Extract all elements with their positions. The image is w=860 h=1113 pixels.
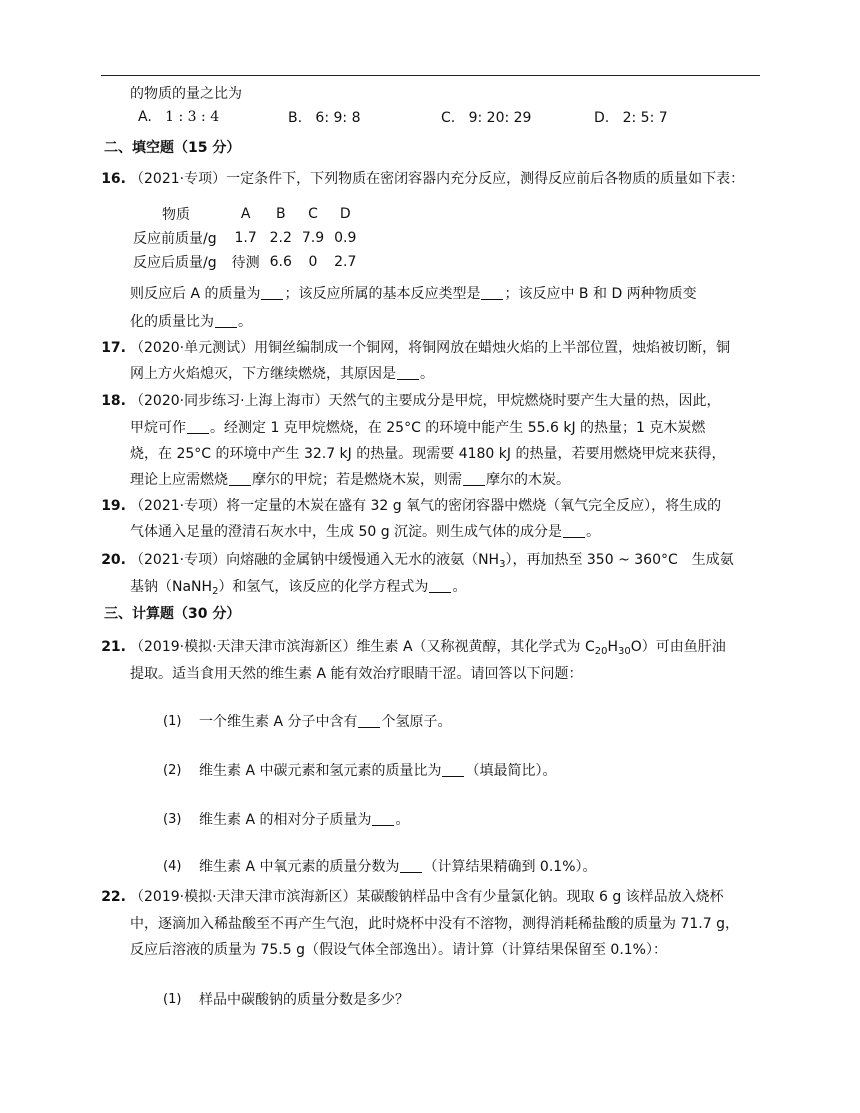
table-cell: 1.7 <box>234 230 257 246</box>
q16-line3 <box>130 312 252 332</box>
q22-stem: （2019·模拟·天津天津市滨海新区）某碳酸钠样品中含有少量氯化钠。现取 6 g 该样品放入烧杯 <box>130 889 724 905</box>
answer-blank[interactable] <box>372 811 394 826</box>
answer-blank[interactable] <box>229 471 251 486</box>
text-span: 网上方火焰熄灭，下方继续燃烧，其原因是 <box>130 366 396 382</box>
q19-stem: （2021·专项）将一定量的木炭在盛有 32 g 氧气的密闭容器中燃烧（氧气完全反应），将生成的 <box>130 498 722 514</box>
q20-stem <box>130 550 734 575</box>
q21-subquestion <box>199 712 451 732</box>
option-d-value: 2: 5: 7 <box>622 110 668 126</box>
text-span: 。 <box>238 314 252 330</box>
subquestion-number: (4) <box>163 859 182 874</box>
table-cell: 6.6 <box>269 254 292 270</box>
text-span: 则反应后 A 的质量为 <box>130 286 261 302</box>
subquestion-number: (1) <box>163 714 182 729</box>
q16-line2 <box>130 284 697 304</box>
option-c[interactable] <box>441 108 531 128</box>
table-header-cell: B <box>275 206 286 222</box>
q21-subquestion <box>199 857 597 877</box>
text-span: H <box>607 639 619 655</box>
text-span: 一个维生素 A 分子中含有 <box>199 714 358 730</box>
table-header-row <box>130 202 361 226</box>
text-span: （2019·模拟·天津天津市滨海新区）维生素 A（又称视黄醇，其化学式为 C <box>130 639 595 655</box>
q17-line2 <box>130 364 434 384</box>
option-b-label: B. <box>288 110 303 126</box>
option-d-label: D. <box>594 110 610 126</box>
table-cell: 2.7 <box>334 254 357 270</box>
q22-line2: 中，逐滴加入稀盐酸至不再产生气泡，此时烧杯中没有不溶物，测得消耗稀盐酸的质量为 71.7 g， <box>130 916 739 932</box>
header-rule <box>101 75 760 76</box>
subquestion-number: (1) <box>163 992 182 1007</box>
text-span: 维生素 A 中氧元素的质量分数为 <box>199 859 400 875</box>
table-cell: 2.2 <box>269 230 292 246</box>
q21-subquestion <box>199 761 556 781</box>
option-b[interactable] <box>288 108 360 128</box>
text-span: 。 <box>420 366 434 382</box>
question-number: 16. <box>101 171 126 187</box>
text-span: 甲烷可作 <box>130 420 186 436</box>
answer-blank[interactable] <box>261 285 283 300</box>
table-cell: 0.9 <box>334 230 357 246</box>
option-a[interactable] <box>138 107 219 127</box>
text-span: 维生素 A 的相对分子质量为 <box>199 812 372 828</box>
question-number: 17. <box>101 340 126 356</box>
subscript: 20 <box>594 646 608 657</box>
subquestion-number: (2) <box>163 763 182 778</box>
table-row <box>130 226 361 250</box>
answer-blank[interactable] <box>442 762 464 777</box>
table-row <box>130 250 361 274</box>
q22-line3: 反应后溶液的质量为 75.5 g（假设气体全部逸出）。请计算（计算结果保留至 0.1%）： <box>130 942 667 958</box>
table-header-cell: 物质 <box>162 207 190 223</box>
text-span: 。经测定 1 克甲烷燃烧，在 25°C 的环境中能产生 55.6 kJ 的热量；1 克木炭燃 <box>210 420 706 436</box>
table-cell: 0 <box>308 254 318 270</box>
text-span: 。 <box>395 812 410 828</box>
subscript: 2 <box>212 586 219 597</box>
text-span: O）可由鱼肝油 <box>630 639 726 655</box>
text-span: 个氢原子。 <box>381 714 452 730</box>
q21-stem <box>130 637 726 662</box>
section-title-fill-in: 二、填空题（15 分） <box>104 140 241 156</box>
q21-subquestion <box>199 810 409 830</box>
answer-blank[interactable] <box>463 471 485 486</box>
answer-blank[interactable] <box>563 523 585 538</box>
option-a-value: 1 : 3 : 4 <box>165 109 220 125</box>
question-number: 22. <box>101 889 126 905</box>
q15-stem-tail: 的物质的量之比为 <box>130 86 242 102</box>
q19-line2 <box>130 522 600 542</box>
subscript: 30 <box>618 646 631 657</box>
q18-line3: 烧，在 25°C 的环境中产生 32.7 kJ 的热量。现需要 4180 kJ 的热量，若要用燃烧甲烷来获得， <box>130 446 726 462</box>
q16-stem: （2021·专项）一定条件下，下列物质在密闭容器内充分反应，测得反应前后各物质的质量如下表： <box>130 171 745 187</box>
q17-stem: （2020·单元测试）用铜丝编制成一个铜网，将铜网放在蜡烛火焰的上半部位置，烛焰被切断，铜 <box>130 340 731 356</box>
option-c-label: C. <box>441 110 456 126</box>
text-span: 。 <box>452 579 467 595</box>
q18-line4 <box>130 470 570 490</box>
q20-line2 <box>130 577 466 602</box>
section-title-calculation: 三、计算题（30 分） <box>104 606 241 622</box>
text-span: （填最简比）。 <box>465 763 557 779</box>
table-header-cell: A <box>240 206 251 222</box>
option-c-value: 9: 20: 29 <box>468 110 532 126</box>
answer-blank[interactable] <box>397 365 419 380</box>
text-span: ）和氢气，该反应的化学方程式为 <box>218 579 429 595</box>
answer-blank[interactable] <box>215 313 237 328</box>
text-span: 理论上应需燃烧 <box>130 472 228 488</box>
option-b-value: 6: 9: 8 <box>315 110 361 126</box>
answer-blank[interactable] <box>358 713 380 728</box>
text-span: 。 <box>586 524 601 540</box>
text-span: 摩尔的甲烷；若是燃烧木炭，则需 <box>252 472 462 488</box>
text-span: （2021·专项）向熔融的金属钠中缓慢通入无水的液氨（NH <box>130 552 500 568</box>
table-header-cell: C <box>308 206 318 222</box>
subquestion-number: (3) <box>163 812 182 827</box>
table-cell: 反应前质量/g <box>133 231 217 247</box>
text-span: ；该反应中 B 和 D 两种物质变 <box>504 286 697 302</box>
text-span: 维生素 A 中碳元素和氢元素的质量比为 <box>199 763 442 779</box>
text-span: （计算结果精确到 0.1%）。 <box>423 859 597 875</box>
question-number: 20. <box>101 552 126 568</box>
question-number: 21. <box>101 639 126 655</box>
table-header-cell: D <box>339 206 351 222</box>
text-span: 气体通入足量的澄清石灰水中，生成 50 g 沉淀。则生成气体的成分是 <box>130 524 563 540</box>
subscript: 3 <box>499 559 506 570</box>
answer-blank[interactable] <box>429 578 451 593</box>
option-d[interactable] <box>594 108 668 128</box>
q21-line2: 提取。适当食用天然的维生素 A 能有效治疗眼睛干涩。请回答以下问题： <box>130 666 583 682</box>
answer-blank[interactable] <box>481 285 503 300</box>
question-number: 18. <box>101 393 126 409</box>
q16-mass-table <box>130 202 361 274</box>
answer-blank[interactable] <box>187 419 209 434</box>
answer-blank[interactable] <box>400 858 422 873</box>
text-span: 化的质量比为 <box>130 314 214 330</box>
q18-line2 <box>130 418 705 438</box>
text-span: 基钠（NaNH <box>130 579 213 595</box>
table-cell: 反应后质量/g <box>133 255 217 271</box>
text-span: 摩尔的木炭。 <box>486 472 570 488</box>
table-cell: 7.9 <box>301 230 325 246</box>
text-span: ；该反应所属的基本反应类型是 <box>284 286 481 302</box>
question-number: 19. <box>101 498 126 514</box>
q22-subquestion: 样品中碳酸钠的质量分数是多少？ <box>199 992 409 1008</box>
option-a-label: A. <box>138 109 152 125</box>
table-cell: 待测 <box>231 255 260 271</box>
text-span: ），再加热至 350 ~ 360°C 生成氨 <box>505 552 734 568</box>
q18-stem: （2020·同步练习·上海上海市）天然气的主要成分是甲烷，甲烷燃烧时要产生大量的热，因此， <box>130 393 721 409</box>
